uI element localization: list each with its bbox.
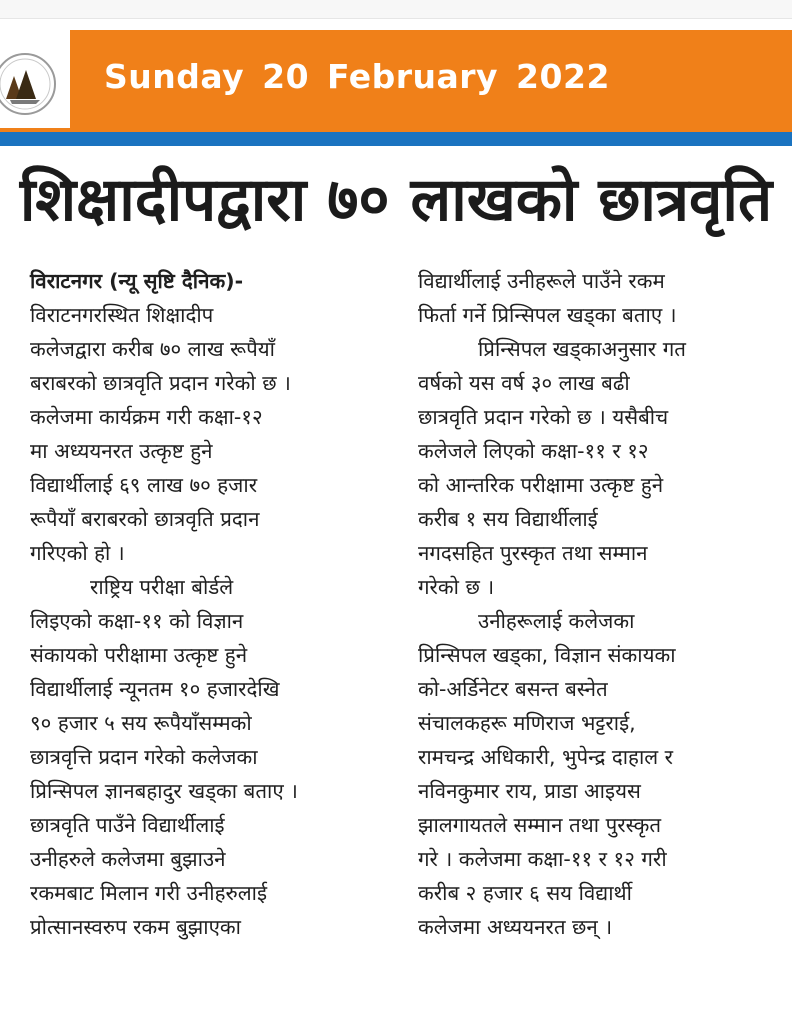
article-line: उनीहरूलाई कलेजका: [478, 609, 635, 633]
article-line: राष्ट्रिय परीक्षा बोर्डले: [90, 575, 234, 599]
issue-date: Sunday 20 February 2022: [104, 57, 610, 96]
article-line: प्रिन्सिपल खड्का, विज्ञान संकायका: [418, 643, 676, 667]
article-line: छात्रवृत्ति प्रदान गरेको कलेजका: [30, 745, 258, 769]
article-line: वर्षको यस वर्ष ३० लाख बढी: [418, 371, 630, 395]
article-line: ९० हजार ५ सय रूपैयाँसम्मको: [30, 711, 252, 735]
article-line: छात्रवृति प्रदान गरेको छ । यसैबीच: [418, 405, 669, 429]
article-line: प्रिन्सिपल खड्काअनुसार गत: [478, 337, 686, 361]
article-line: कलेजले लिएको कक्षा-११ र १२: [418, 439, 649, 463]
article-line: गरे । कलेजमा कक्षा-११ र १२ गरी: [418, 847, 667, 871]
article-line: नविनकुमार राय, प्राडा आइयस: [418, 779, 641, 803]
article-line: विद्यार्थीलाई ६९ लाख ७० हजार: [30, 473, 258, 497]
article-line: रामचन्द्र अधिकारी, भुपेन्द्र दाहाल र: [418, 745, 674, 769]
article-line: संकायको परीक्षामा उत्कृष्ट हुने: [30, 643, 248, 667]
article-line: छात्रवृति पाउँने विद्यार्थीलाई: [30, 813, 225, 837]
headline: शिक्षादीपद्वारा ७० लाखको छात्रवृति: [19, 165, 773, 235]
article-line: लिइएको कक्षा-११ को विज्ञान: [30, 609, 244, 633]
article-line: झालगायतले सम्मान तथा पुरस्कृत: [418, 813, 662, 837]
article-line: विद्यार्थीलाई न्यूनतम १० हजारदेखि: [30, 677, 280, 701]
article-line: मा अध्ययनरत उत्कृष्ट हुने: [30, 439, 213, 463]
article-line: बराबरको छात्रवृति प्रदान गरेको छ ।: [30, 371, 291, 395]
article-line: उनीहरुले कलेजमा बुझाउने: [30, 847, 226, 871]
article-line: गरिएको हो ।: [30, 541, 125, 565]
article-line: विद्यार्थीलाई उनीहरूले पाउँने रकम: [418, 269, 665, 293]
article-line: कलेजमा अध्ययनरत छन् ।: [418, 915, 613, 939]
article-line: फिर्ता गर्ने प्रिन्सिपल खड्का बताए ।: [418, 303, 677, 327]
byline: विराटनगर (न्यू सृष्टि दैनिक)-: [30, 269, 244, 293]
article-column-left: [30, 264, 375, 944]
article-line: रूपैयाँ बराबरको छात्रवृति प्रदान: [30, 507, 260, 531]
article-line: कलेजद्वारा करीब ७० लाख रूपैयाँ: [30, 337, 275, 361]
article-line: नगदसहित पुरस्कृत तथा सम्मान: [418, 541, 648, 565]
article-line: को आन्तरिक परीक्षामा उत्कृष्ट हुने: [418, 473, 664, 497]
article-line: करीब १ सय विद्यार्थीलाई: [418, 507, 598, 531]
article-line: संचालकहरू मणिराज भट्टराई,: [418, 711, 636, 735]
article-line: विराटनगरस्थित शिक्षादीप: [30, 303, 214, 327]
article-column-right: [418, 264, 763, 944]
newspaper-logo-icon: [0, 30, 70, 128]
article-line: गरेको छ ।: [418, 575, 495, 599]
article-line: रकमबाट मिलान गरी उनीहरुलाई: [30, 881, 268, 905]
article-line: प्रोत्सानस्वरुप रकम बुझाएका: [30, 915, 241, 939]
article-line: को-अर्डिनेटर बसन्त बस्नेत: [418, 677, 608, 701]
article-line: कलेजमा कार्यक्रम गरी कक्षा-१२: [30, 405, 263, 429]
top-strip: [0, 0, 792, 19]
header-rule: [0, 132, 792, 146]
article-line: करीब २ हजार ६ सय विद्यार्थी: [418, 881, 632, 905]
article-line: प्रिन्सिपल ज्ञानबहादुर खड्का बताए ।: [30, 779, 298, 803]
